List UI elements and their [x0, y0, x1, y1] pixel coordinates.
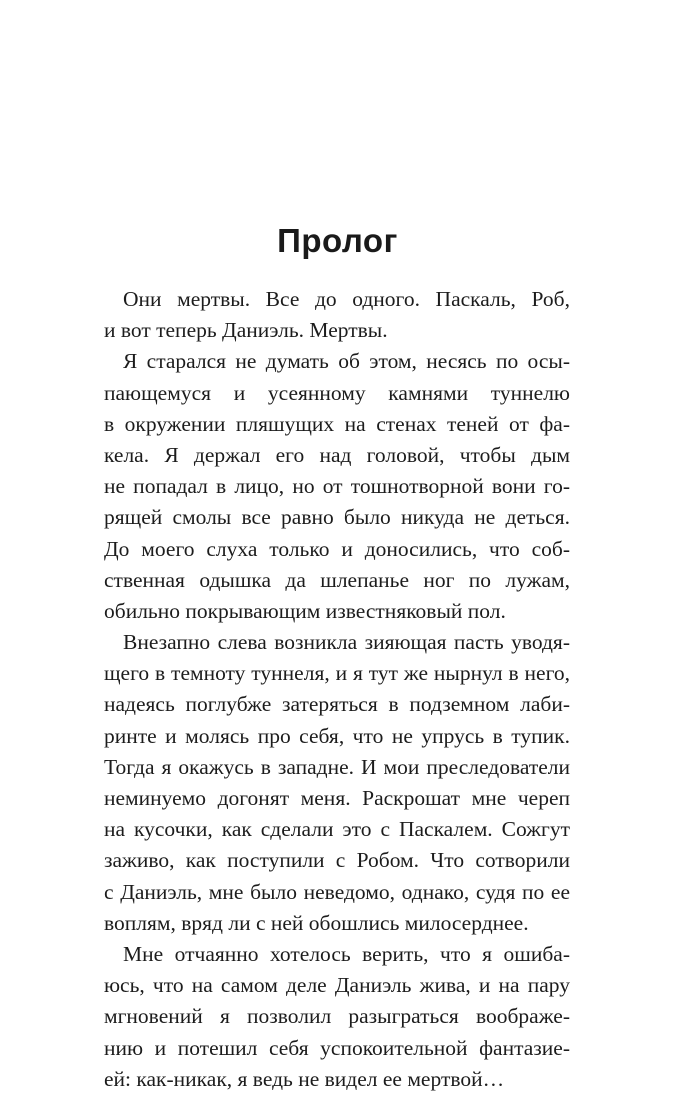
text-line: ственная одышка да шлепанье ног по лужам,: [104, 567, 570, 592]
text-line: нию и потешил себя успокоительной фантазие-: [104, 1035, 570, 1060]
text-line: Мне отчаянно хотелось верить, что я ошиба-: [123, 941, 570, 966]
text-line: До моего слуха только и доносились, что соб-: [104, 536, 570, 561]
text-line: кела. Я держал его над головой, чтобы дым: [104, 442, 570, 467]
body-text: [104, 284, 570, 1095]
text-line: с Даниэль, мне было неведомо, однако, судя по ее: [104, 879, 570, 904]
text-line: в окружении пляшущих на стенах теней от фа-: [104, 411, 570, 436]
text-line: ринте и молясь про себя, что не упрусь в тупик.: [104, 723, 570, 748]
text-line: заживо, как поступили с Робом. Что сотворили: [104, 848, 570, 873]
text-line: юсь, что на самом деле Даниэль жива, и на пару: [104, 973, 570, 998]
text-line: мгновений я позволил разыграться воображе-: [104, 1004, 570, 1029]
text-line: пающемуся и усеянному камнями туннелю: [104, 380, 570, 405]
text-line: щего в темноту туннеля, и я тут же нырнул в него,: [104, 661, 570, 686]
text-line: ей: как-никак, я ведь не видел ее мертвой…: [104, 1066, 505, 1091]
text-line: обильно покрывающим известняковый пол.: [104, 598, 506, 623]
text-line: неминуемо догонят меня. Раскрошат мне череп: [104, 786, 570, 810]
text-line: Внезапно слева возникла зияющая пасть уводя-: [123, 630, 570, 655]
text-line: Я старался не думать об этом, несясь по осы-: [123, 349, 570, 374]
text-line: воплям, вряд ли с ней обошлись милосерднее.: [104, 910, 529, 935]
text-line: на кусочки, как сделали это с Паскалем. Сожгут: [104, 817, 570, 842]
text-line: и вот теперь Даниэль. Мертвы.: [104, 318, 388, 343]
text-line: Тогда я окажусь в западне. И мои преследователи: [104, 754, 570, 779]
text-line: Они мертвы. Все до одного. Паскаль, Роб,: [123, 287, 570, 311]
text-line: надеясь поглубже затеряться в подземном лаби-: [104, 692, 570, 717]
text-line: рящей смолы все равно было никуда не деться.: [104, 505, 570, 530]
chapter-title: Пролог: [277, 222, 398, 259]
text-line: не попадал в лицо, но от тошнотворной вони го-: [104, 474, 570, 499]
